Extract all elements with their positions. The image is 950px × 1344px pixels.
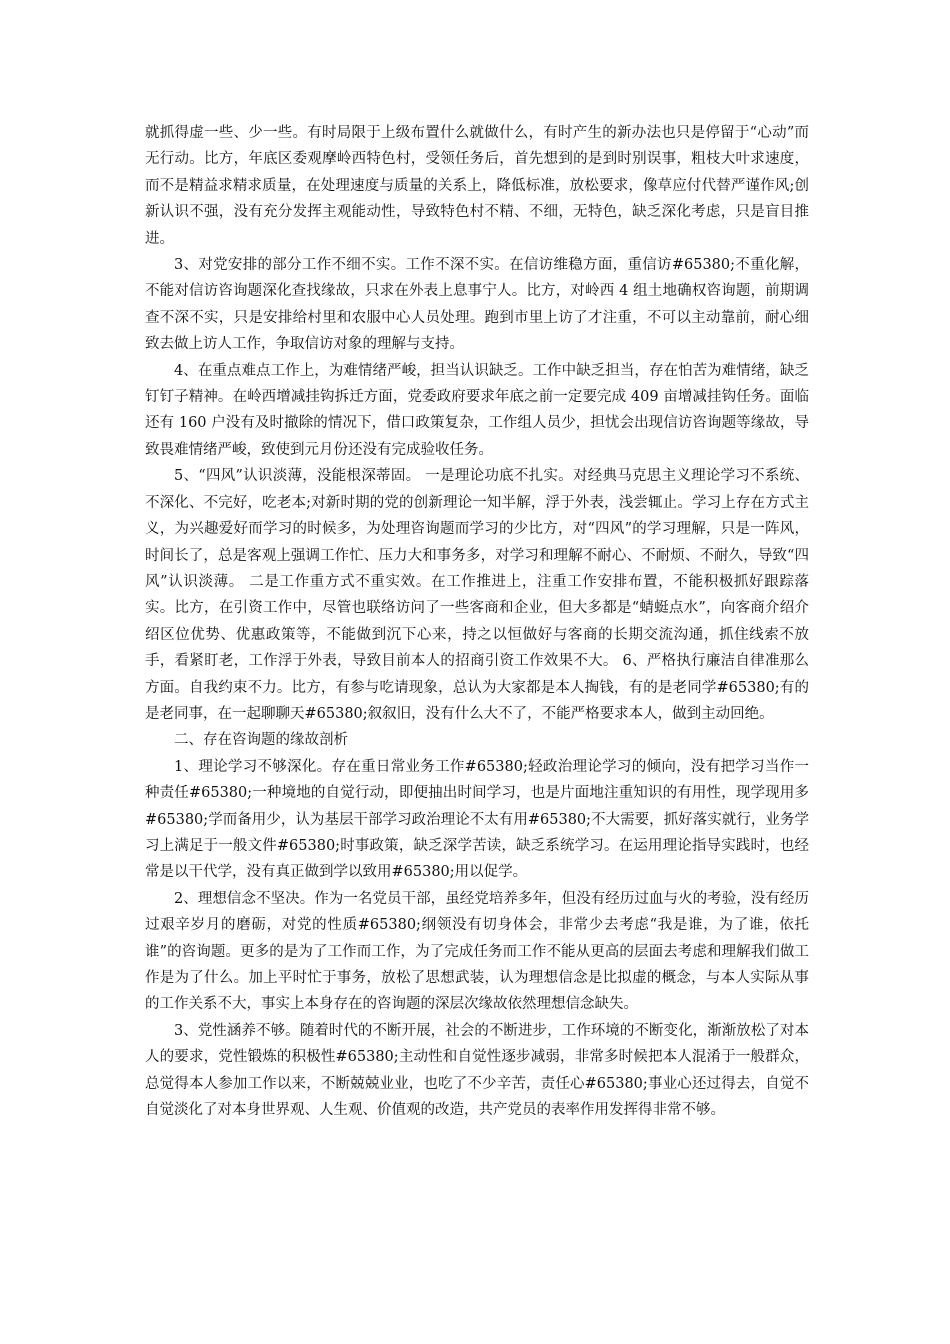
paragraph-reason-3: 3、党性涵养不够。随着时代的不断开展，社会的不断进步，工作环境的不断变化，渐渐放松了对本人的要求，党性锻炼的积极性#65380;主动性和自觉性逐步减弱，非常多时候把本人混淆于一般群众，总觉得本人参加工作以来，不断兢兢业业，也吃了不少辛苦，责任心#65380;事业心还过得去，自觉不自觉淡化了对本身世界观、人生观、价值观的改造，共产党员的表率作用发挥得非常不够。	[145, 1022, 809, 1119]
section-heading: 二、存在咨询题的缘故剖析	[174, 732, 348, 749]
paragraph-item-3: 3、对党安排的部分工作不细不实。工作不深不实。在信访维稳方面，重信访#65380;不重化解，不能对信访咨询题深化查找缘故，只求在外表上息事宁人。比方，对岭西 4 组土地确权咨询题，前期调查不深不实，只是安排给村里和农服中心人员处理。跑到市里上访了才注重，不可以主动靠前，耐心细致去做上访人工作，争取信访对象的理解与支持。	[145, 257, 809, 353]
paragraph-reason-2: 2、理想信念不坚决。作为一名党员干部，虽经党培养多年，但没有经历过血与火的考验，没有经历过艰辛岁月的磨砺，对党的性质#65380;纲领没有切身体会，非常少去考虑“我是谁，为了谁，依托谁”的咨询题。更多的是为了工作而工作，为了完成任务而工作不能从更高的层面去考虑和理解我们做工作是为了什么。加上平时忙于事务，放松了思想武装，认为理想信念是比拟虚的概念，与本人实际从事的工作关系不大，事实上本身存在的咨询题的深层次缘故依然理想信念缺失。	[145, 890, 809, 1013]
paragraph-item-4: 4、在重点难点工作上，为难情绪严峻，担当认识缺乏。工作中缺乏担当，存在怕苦为难情绪，缺乏钉钉子精神。在岭西增减挂钩拆迁方面，党委政府要求年底之前一定要完成 409 亩增减挂钩任务。面临还有 160 户没有及时撤除的情况下，借口政策复杂，工作组人员少，担忧会出现信访咨询题等缘故，导致畏难情绪严峻，致使到元月份还没有完成验收任务。	[145, 362, 809, 458]
paragraph-continuation: 就抓得虚一些、少一些。有时局限于上级布置什么就做什么，有时产生的新办法也只是停留于“心动”而无行动。比方，年底区委观摩岭西特色村，受领任务后，首先想到的是到时别误事，粗枝大叶求速度，而不是精益求精求质量，在处理速度与质量的关系上，降低标准，放松要求，像草应付代替严谨作风;创新认识不强，没有充分发挥主观能动性，导致特色村不精、不细，无特色，缺乏深化考虑，只是盲目推进。	[145, 125, 809, 247]
document-page	[145, 120, 809, 1123]
paragraph-reason-1: 1、理论学习不够深化。存在重日常业务工作#65380;轻政治理论学习的倾向，没有把学习当作一种责任#65380;一种境地的自觉行动，即便抽出时间学习，也是片面地注重知识的有用性，现学现用多#65380;学而备用少，认为基层干部学习政治理论不太有用#65380;不大需要，抓好落实就行，业务学习上满足于一般文件#65380;时事政策，缺乏深学苦读，缺乏系统学习。在运用理论指导实践时，也经常是以干代学，没有真正做到学以致用#65380;用以促学。	[145, 758, 809, 881]
paragraph-item-5: 5、“四风”认识淡薄，没能根深蒂固。 一是理论功底不扎实。对经典马克思主义理论学习不系统、不深化、不完好，吃老本;对新时期的党的创新理论一知半解，浮于外表，浅尝辄止。学习上存在方式主义，为兴趣爱好而学习的时候多，为处理咨询题而学习的少比方，对“四风”的学习理解，只是一阵风，时间长了，总是客观上强调工作忙、压力大和事务多，对学习和理解不耐心、不耐烦、不耐久，导致“四风”认识淡薄。 二是工作重方式不重实效。在工作推进上，注重工作安排布置，不能积极抓好跟踪落实。比方，在引资工作中，尽管也联络访问了一些客商和企业，但大多都是“蜻蜓点水”，向客商介绍介绍区位优势、优惠政策等，不能做到沉下心来，持之以恒做好与客商的长期交流沟通，抓住线索不放手，看紧盯老，工作浮于外表，导致目前本人的招商引资工作效果不大。 6、严格执行廉洁自律准那么方面。自我约束不力。比方，有参与吃请现象，总认为大家都是本人掏钱，有的是老同学#65380;有的是老同事，在一起聊聊天#65380;叙叙旧，没有什么大不了，不能严格要求本人，做到主动回绝。	[145, 468, 809, 722]
